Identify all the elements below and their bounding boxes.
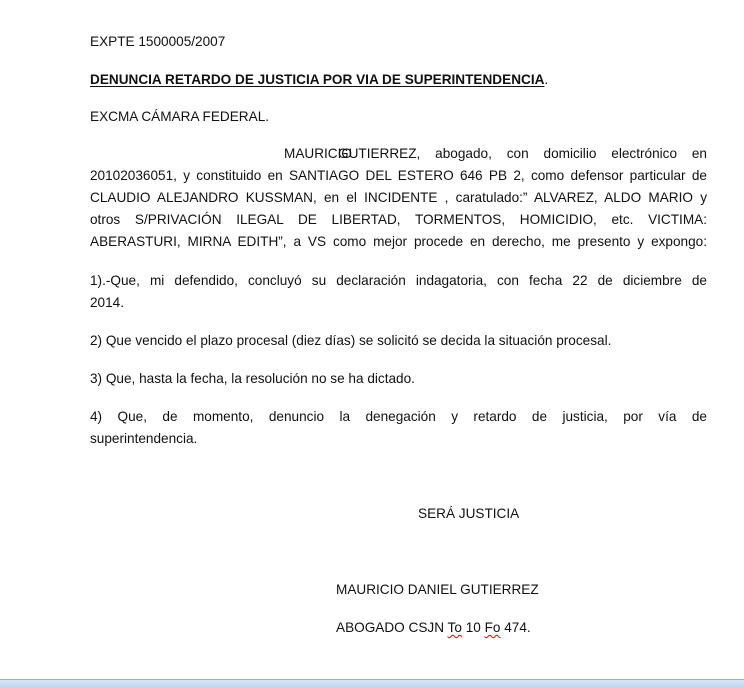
closing-formula: SERÁ JUSTICIA — [418, 506, 520, 521]
title-text: DENUNCIA RETARDO DE JUSTICIA POR VIA DE SUPERINTENDENCIA — [90, 72, 545, 87]
addressee: EXCMA CÁMARA FEDERAL. — [90, 109, 270, 124]
credential-to-word: To — [447, 620, 462, 635]
title-period: . — [544, 72, 549, 87]
intro-line-2: 20102036051, y constituido en SANTIAGO DEL ESTERO 646 PB 2, como defensor particular de — [90, 168, 707, 183]
point-2-line-1: 2) Que vencido el plazo procesal (diez días) se solicitó se decida la situación procesal. — [90, 333, 612, 348]
point-3-line-1: 3) Que, hasta la fecha, la resolución no se ha dictado. — [90, 371, 415, 386]
intro-line-3: CLAUDIO ALEJANDRO KUSSMAN, en el INCIDENTE , caratulado:” ALVAREZ, ALDO MARIO y — [90, 190, 707, 205]
intro-line-4: otros S/PRIVACIÓN ILEGAL DE LIBERTAD, TORMENTOS, HOMICIDIO, etc. VICTIMA: — [90, 212, 707, 227]
editor-status-band — [0, 679, 744, 687]
credential-fo-word: Fo — [484, 620, 501, 635]
point-1-line-1: 1).-Que, mi defendido, concluyó su declaración indagatoria, con fecha 22 de diciembre de — [90, 273, 707, 288]
file-number: EXPTE 1500005/2007 — [90, 34, 226, 49]
signature-name: MAURICIO DANIEL GUTIERREZ — [336, 582, 539, 597]
point-4-line-2: superintendencia. — [90, 431, 198, 446]
credential-number: 10 — [465, 620, 481, 635]
intro-name-start: MAURICIO — [284, 146, 352, 161]
signature-credential — [336, 617, 531, 639]
intro-line-1 — [90, 143, 707, 165]
intro-line-1-rest: GUTIERREZ, abogado, con domicilio electrónico en — [338, 146, 707, 161]
credential-end: 474. — [504, 620, 531, 635]
point-1-line-2: 2014. — [90, 295, 125, 310]
intro-line-5: ABERASTURI, MIRNA EDITH”, a VS como mejor procede en derecho, me presento y expongo: — [90, 234, 707, 249]
document-title — [90, 69, 707, 91]
credential-prefix: ABOGADO CSJN — [336, 620, 445, 635]
point-4-line-1: 4) Que, de momento, denuncio la denegación y retardo de justicia, por vía de — [90, 409, 707, 424]
